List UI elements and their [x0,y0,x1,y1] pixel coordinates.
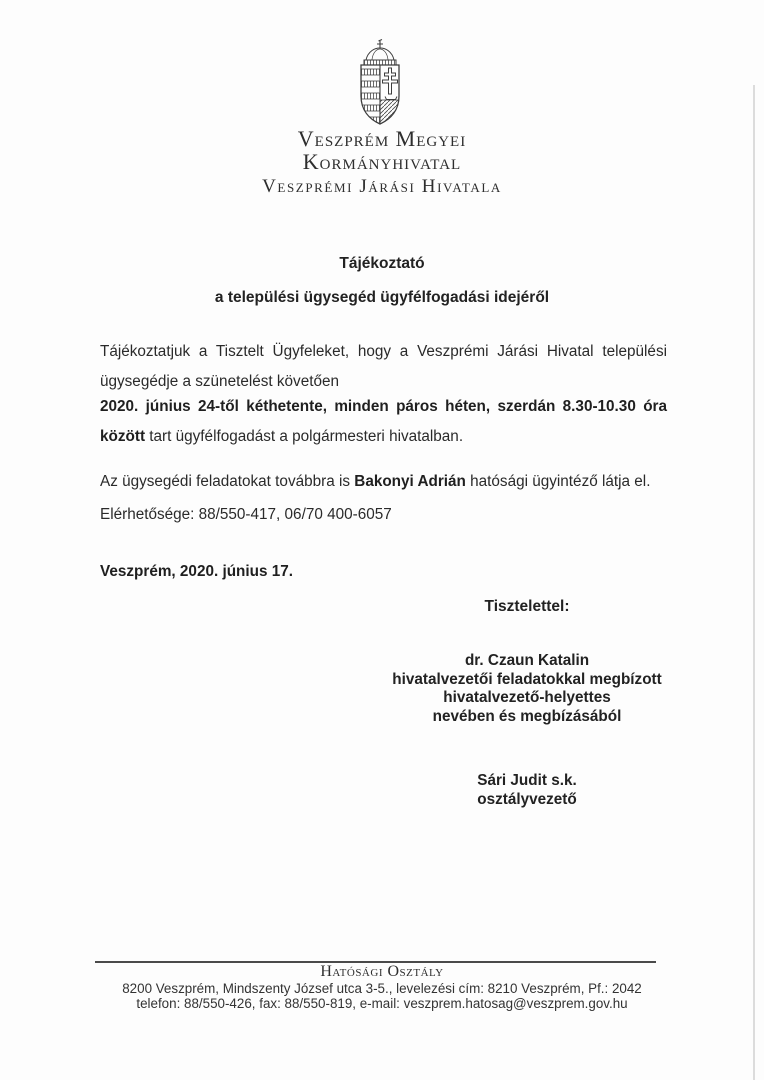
signer-role: osztályvezető [477,791,577,808]
deputy-role-line2: hivatalvezető-helyettes [443,689,611,706]
paragraph-schedule-line1: 2020. június 24-től kéthetente, minden páros héten, szerdán 8.30-10.30 óra [100,398,667,415]
footer-address: 8200 Veszprém, Mindszenty József utca 3-5., levelezési cím: 8210 Veszprém, Pf.: 2042 [122,981,642,996]
officer-name: Bakonyi Adrián [354,473,466,490]
officer-text-post: hatósági ügyintéző látja el. [465,473,651,490]
signer-name: Sári Judit s.k. [477,772,577,789]
footer-contact: telefon: 88/550-426, fax: 88/550-819, e-mail: veszprem.hatosag@veszprem.gov.hu [136,996,628,1011]
paragraph-schedule [100,392,667,452]
deputy-role-line3: nevében és megbízásából [432,707,622,725]
closing-salutation: Tisztelettel: [484,598,570,615]
schedule-rest-text: tart ügyfélfogadást a polgármesteri hivatalban. [145,428,464,445]
scan-edge-artifact [753,85,755,1080]
paragraph-intro-line2: ügysegédje a szünetelést követően [100,373,339,390]
footer-department: Hatósági Osztály [320,963,444,980]
deputy-name: dr. Czaun Katalin [464,652,590,669]
schedule-bold-word: között [100,428,146,445]
officer-text-pre: Az ügysegédi feladatokat továbbra is [100,473,355,490]
paragraph-contact: Elérhetősége: 88/550-417, 06/70 400-6057 [100,506,392,523]
signature-block-signer [352,771,702,809]
signature-block-deputy [352,652,702,726]
document-subtitle: a települési ügysegéd ügyfélfogadási idejéről [214,289,550,306]
paragraph-officer [100,470,667,494]
org-name-line1: Veszprém Megyei [297,126,467,151]
paragraph-intro [100,337,667,397]
date-line: Veszprém, 2020. június 17. [100,563,294,580]
paragraph-intro-line1: Tájékoztatjuk a Tisztelt Ügyfeleket, hogy a Veszprémi Járási Hivatal települési [100,343,667,360]
document-title: Tájékoztató [339,255,425,272]
paragraph-schedule-line2 [100,422,667,452]
org-name-line2: Kormányhivatal [302,149,462,174]
deputy-role-line1: hivatalvezetői feladatokkal megbízott [392,670,662,688]
org-subunit-name: Veszprémi Járási Hivatala [262,176,502,197]
hungarian-coat-of-arms-icon [348,38,412,130]
